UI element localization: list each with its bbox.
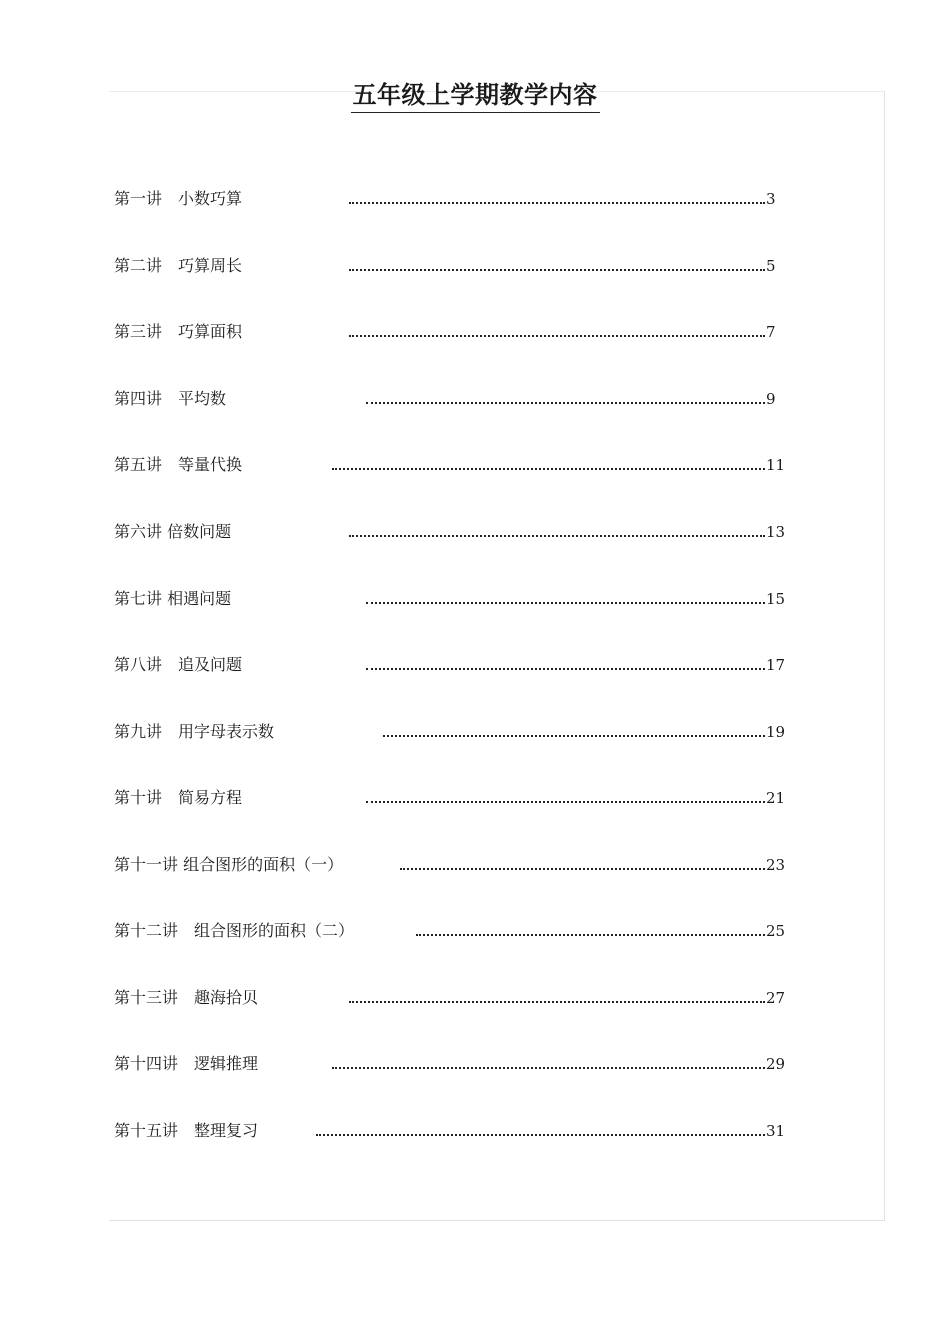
toc-entry-page-number: 7: [766, 323, 776, 341]
toc-entry-page-number: 29: [766, 1055, 786, 1073]
page-title-text: 五年级上学期教学内容: [351, 78, 600, 113]
toc-entry-page-number: 31: [766, 1122, 786, 1140]
toc-dot-leader: [349, 335, 765, 337]
toc-entry-title: 第二讲 巧算周长: [114, 256, 243, 275]
toc-dot-leader: [349, 1001, 765, 1003]
toc-dot-leader: [400, 868, 765, 870]
toc-entry-page-number: 23: [766, 856, 786, 874]
toc-entry-title: 第一讲 小数巧算: [114, 189, 243, 208]
toc-entry-page-number: 9: [766, 390, 776, 408]
toc-entry-title: 第十二讲 组合图形的面积（二）: [114, 921, 355, 940]
toc-entry[interactable]: [0, 520, 950, 544]
toc-dot-leader: [332, 1067, 765, 1069]
toc-entry-page-number: 21: [766, 789, 786, 807]
toc-dot-leader: [349, 535, 765, 537]
toc-entry[interactable]: [0, 254, 950, 278]
toc-entry-title: 第十五讲 整理复习: [114, 1121, 259, 1140]
toc-entry[interactable]: [0, 320, 950, 344]
toc-entry[interactable]: [0, 387, 950, 411]
toc-entry-page-number: 3: [766, 190, 776, 208]
toc-dot-leader: [349, 202, 765, 204]
toc-dot-leader: [366, 602, 765, 604]
toc-entry-title: 第五讲 等量代换: [114, 455, 243, 474]
toc-entry-page-number: 27: [766, 989, 786, 1007]
toc-entry-title: 第十四讲 逻辑推理: [114, 1054, 259, 1073]
toc-entry-page-number: 19: [766, 723, 786, 741]
toc-entry-title: 第四讲 平均数: [114, 389, 227, 408]
toc-dot-leader: [366, 402, 765, 404]
toc-dot-leader: [349, 269, 765, 271]
toc-entry[interactable]: [0, 1052, 950, 1076]
toc-entry[interactable]: [0, 587, 950, 611]
toc-entry-page-number: 11: [766, 456, 786, 474]
page-title: [0, 78, 950, 113]
toc-entry[interactable]: [0, 720, 950, 744]
toc-entry-title: 第六讲 倍数问题: [114, 522, 232, 541]
toc-entry-page-number: 15: [766, 590, 786, 608]
toc-entry[interactable]: [0, 986, 950, 1010]
toc-entry-page-number: 5: [766, 257, 776, 275]
toc-entry[interactable]: [0, 786, 950, 810]
toc-entry-page-number: 13: [766, 523, 786, 541]
toc-entry-title: 第十一讲 组合图形的面积（一）: [114, 855, 344, 874]
toc-dot-leader: [383, 735, 765, 737]
toc-entry-title: 第十三讲 趣海拾贝: [114, 988, 259, 1007]
toc-dot-leader: [316, 1134, 765, 1136]
toc-entry-page-number: 25: [766, 922, 786, 940]
toc-entry[interactable]: [0, 919, 950, 943]
toc-dot-leader: [366, 801, 765, 803]
toc-entry-title: 第三讲 巧算面积: [114, 322, 243, 341]
toc-dot-leader: [416, 934, 765, 936]
toc-entry-page-number: 17: [766, 656, 786, 674]
toc-entry[interactable]: [0, 453, 950, 477]
toc-entry[interactable]: [0, 1119, 950, 1143]
toc-dot-leader: [332, 468, 765, 470]
toc-entry[interactable]: [0, 653, 950, 677]
toc-entry[interactable]: [0, 853, 950, 877]
toc-entry-title: 第九讲 用字母表示数: [114, 722, 275, 741]
toc-entry-title: 第十讲 简易方程: [114, 788, 243, 807]
toc-entry-title: 第八讲 追及问题: [114, 655, 243, 674]
toc-entry[interactable]: [0, 187, 950, 211]
toc-entry-title: 第七讲 相遇问题: [114, 589, 232, 608]
toc-dot-leader: [366, 668, 765, 670]
